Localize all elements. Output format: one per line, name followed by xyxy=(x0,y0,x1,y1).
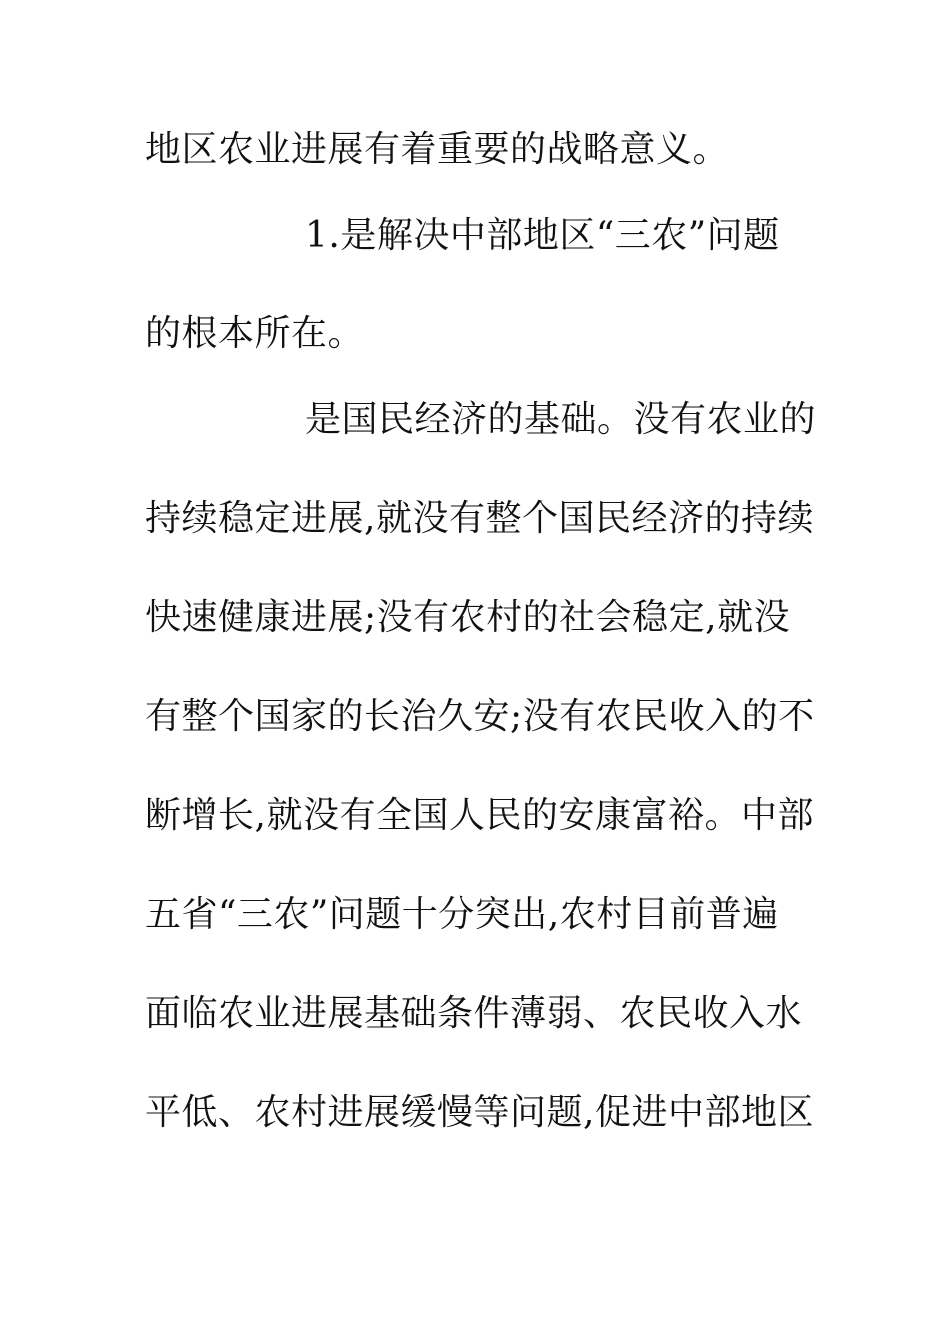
paragraph-line-1: 是国民经济的基础。没有农业的 xyxy=(305,399,817,440)
text-line-1: 地区农业进展有着重要的战略意义。 xyxy=(145,129,730,170)
paragraph-line-8: 平低、农村进展缓慢等问题,促进中部地区 xyxy=(145,1092,814,1133)
paragraph-line-4: 有整个国家的长治久安;没有农民收入的不 xyxy=(145,696,815,737)
paragraph-line-5: 断增长,就没有全国人民的安康富裕。中部 xyxy=(145,795,814,836)
paragraph-line-2: 持续稳定进展,就没有整个国民经济的持续 xyxy=(145,498,814,539)
paragraph-line-3: 快速健康进展;没有农村的社会稳定,就没 xyxy=(145,597,791,638)
paragraph-line-7: 面临农业进展基础条件薄弱、农民收入水 xyxy=(145,993,803,1034)
section-heading-line-2: 的根本所在。 xyxy=(145,313,365,354)
section-heading-line-1: 1.是解决中部地区“三农”问题 xyxy=(305,215,780,256)
paragraph-line-6: 五省“三农”问题十分突出,农村目前普遍 xyxy=(145,894,779,935)
